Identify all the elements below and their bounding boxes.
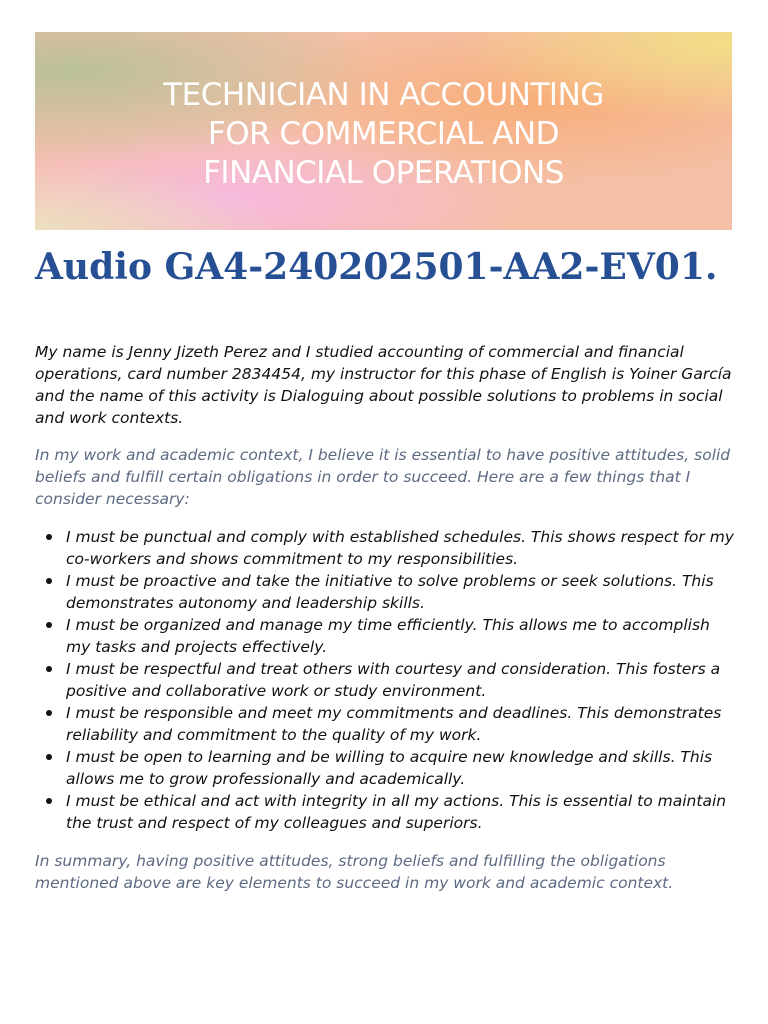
bullet-icon <box>46 622 52 628</box>
list-item <box>35 790 735 834</box>
obligations-list <box>35 526 735 834</box>
list-item <box>35 614 735 658</box>
list-item <box>35 570 735 614</box>
list-item-text: I must be respectful and treat others with courtesy and consideration. This fosters a positive and collaborative work or study environment. <box>66 660 721 700</box>
list-item <box>35 526 735 570</box>
bullet-icon <box>46 666 52 672</box>
page-title: Audio GA4-240202501-AA2-EV01. <box>35 246 718 288</box>
list-item-text: I must be responsible and meet my commitments and deadlines. This demonstrates reliability and commitment to the quality of my work. <box>66 704 722 744</box>
list-item <box>35 746 735 790</box>
list-item-text: I must be proactive and take the initiative to solve problems or seek solutions. This demonstrates autonomy and leadership skills. <box>66 572 714 612</box>
bullet-icon <box>46 798 52 804</box>
bullet-icon <box>46 578 52 584</box>
list-item-text: I must be punctual and comply with established schedules. This shows respect for my co-workers and shows commitment to my responsibilities. <box>66 528 734 568</box>
list-item-text: I must be ethical and act with integrity in all my actions. This is essential to maintain the trust and respect of my colleagues and superiors. <box>66 792 727 832</box>
bullet-icon <box>46 534 52 540</box>
list-item <box>35 702 735 746</box>
list-item-text: I must be organized and manage my time efficiently. This allows me to accomplish my tasks and projects effectively. <box>66 616 710 656</box>
bullet-icon <box>46 754 52 760</box>
banner-title: TECHNICIAN IN ACCOUNTING FOR COMMERCIAL AND FINANCIAL OPERATIONS <box>163 77 604 191</box>
context-paragraph: In my work and academic context, I believe it is essential to have positive attitudes, solid beliefs and fulfill certain obligations in order to succeed. Here are a few things that I consider necessary: <box>35 446 731 508</box>
bullet-icon <box>46 710 52 716</box>
summary-paragraph: In summary, having positive attitudes, strong beliefs and fulfilling the obligations mentioned above are key elements to succeed in my work and academic context. <box>35 852 674 892</box>
intro-paragraph: My name is Jenny Jizeth Perez and I studied accounting of commercial and financial operations, card number 2834454, my instructor for this phase of English is Yoiner García and the name of this activity is Dialoguing about possible solutions to problems in social and work contexts. <box>35 343 732 427</box>
list-item-text: I must be open to learning and be willing to acquire new knowledge and skills. This allows me to grow professionally and academically. <box>66 748 713 788</box>
list-item <box>35 658 735 702</box>
title-banner <box>35 32 732 230</box>
